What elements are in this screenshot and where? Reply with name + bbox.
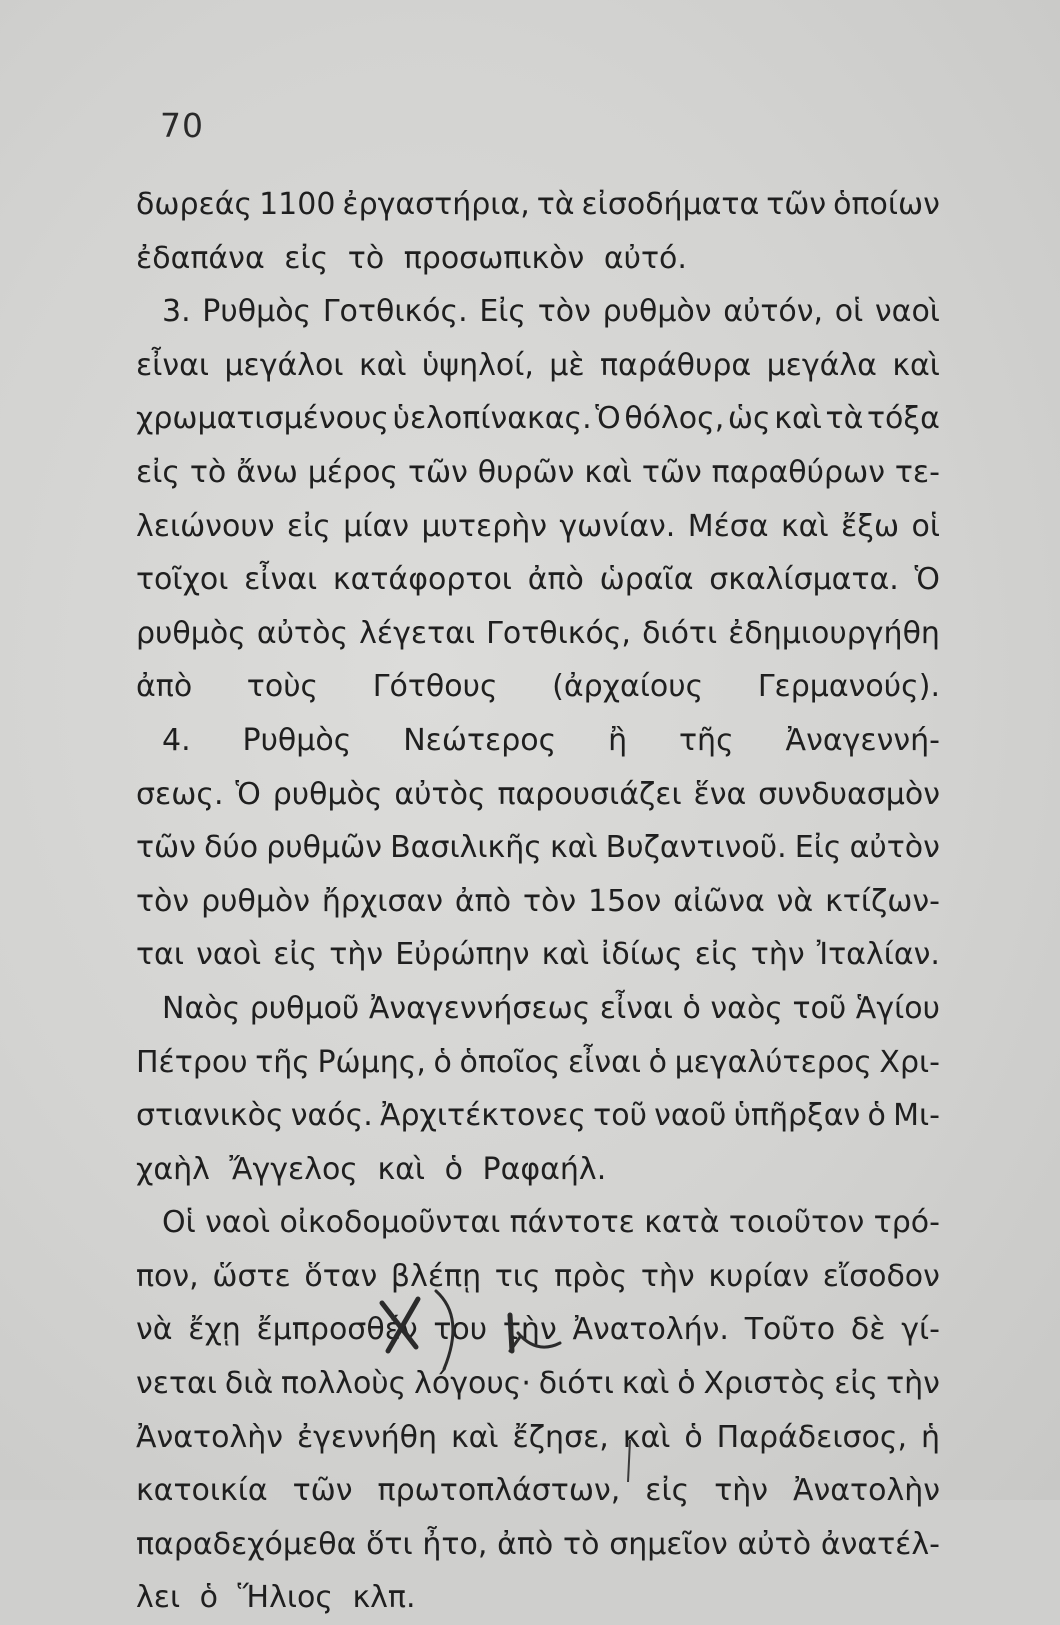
text-line: εἰς τὸ ἄνω μέρος τῶν θυρῶν καὶ τῶν παραθύρων τε-: [136, 454, 940, 490]
text-line: 3. Ρυθμὸς Γοτθικός. Εἰς τὸν ρυθμὸν αὐτόν, οἱ ναοὶ: [162, 294, 940, 330]
text-line: εἶναι μεγάλοι καὶ ὑψηλοί, μὲ παράθυρα μεγάλα καὶ: [136, 347, 940, 383]
text-line: κατοικία τῶν πρωτοπλάστων, εἰς τὴν Ἀνατολὴν: [136, 1473, 940, 1509]
text-line: τὸν ρυθμὸν ἤρχισαν ἀπὸ τὸν 15ον αἰῶνα νὰ κτίζων-: [136, 883, 940, 919]
text-line: νεται διὰ πολλοὺς λόγους· διότι καὶ ὁ Χριστὸς εἰς τὴν: [136, 1366, 940, 1402]
page-number: 70: [160, 106, 204, 145]
text-line: Ἀνατολὴν ἐγεννήθη καὶ ἔζησε, καὶ ὁ Παράδεισος, ἡ: [136, 1419, 940, 1455]
text-line: ρυθμὸς αὐτὸς λέγεται Γοτθικός, διότι ἐδημιουργήθη: [136, 615, 940, 651]
text-line: τῶν δύο ρυθμῶν Βασιλικῆς καὶ Βυζαντινοῦ. Εἰς αὐτὸν: [136, 830, 940, 866]
text-line: τοῖχοι εἶναι κατάφορτοι ἀπὸ ὡραῖα σκαλίσματα. Ὁ: [136, 562, 940, 598]
text-line: νὰ ἔχῃ ἔμπροσθέν του τὴν Ἀνατολήν. Τοῦτο δὲ γί-: [136, 1312, 940, 1348]
text-line: Ναὸς ρυθμοῦ Ἀναγεννήσεως εἶναι ὁ ναὸς τοῦ Ἁγίου: [162, 990, 940, 1026]
text-line: παραδεχόμεθα ὅτι ἦτο, ἀπὸ τὸ σημεῖον αὐτὸ ἀνατέλ-: [136, 1526, 940, 1562]
text-line: 4. Ρυθμὸς Νεώτερος ἢ τῆς Ἀναγεννή-: [162, 722, 940, 758]
handwritten-marks: [360, 1285, 600, 1395]
text-line: στιανικὸς ναός. Ἀρχιτέκτονες τοῦ ναοῦ ὑπῆρξαν ὁ Μι-: [136, 1098, 940, 1134]
body-text: [136, 178, 940, 1625]
text-line: δωρεάς 1100 ἐργαστήρια, τὰ εἰσοδήματα τῶν ὁποίων: [136, 187, 940, 222]
text-line: πον, ὥστε ὅταν βλέπῃ τις πρὸς τὴν κυρίαν εἴσοδον: [136, 1258, 940, 1294]
text-line: ἀπὸ τοὺς Γότθους (ἀρχαίους Γερμανούς).: [136, 669, 940, 705]
text-line: σεως. Ὁ ρυθμὸς αὐτὸς παρουσιάζει ἕνα συνδυασμὸν: [136, 776, 940, 812]
text-line: ται ναοὶ εἰς τὴν Εὐρώπην καὶ ἰδίως εἰς τὴν Ἰταλίαν.: [136, 937, 940, 973]
stray-mark: [620, 1436, 640, 1486]
text-line: Πέτρου τῆς Ρώμης, ὁ ὁποῖος εἶναι ὁ μεγαλύτερος Χρι-: [136, 1044, 940, 1080]
text-line: ἐδαπάνα εἰς τὸ προσωπικὸν αὐτό.: [136, 240, 687, 276]
text-line: Οἱ ναοὶ οἰκοδομοῦνται πάντοτε κατὰ τοιοῦτον τρό-: [162, 1205, 940, 1241]
text-line: χρωματισμένους ὑελοπίνακας. Ὁ θόλος, ὡς καὶ τὰ τόξα: [136, 401, 940, 437]
text-line: χαὴλ Ἄγγελος καὶ ὁ Ραφαήλ.: [136, 1151, 607, 1187]
text-line: λειώνουν εἰς μίαν μυτερὴν γωνίαν. Μέσα καὶ ἔξω οἱ: [136, 508, 940, 544]
text-line: λει ὁ Ἥλιος κλπ.: [136, 1580, 416, 1616]
